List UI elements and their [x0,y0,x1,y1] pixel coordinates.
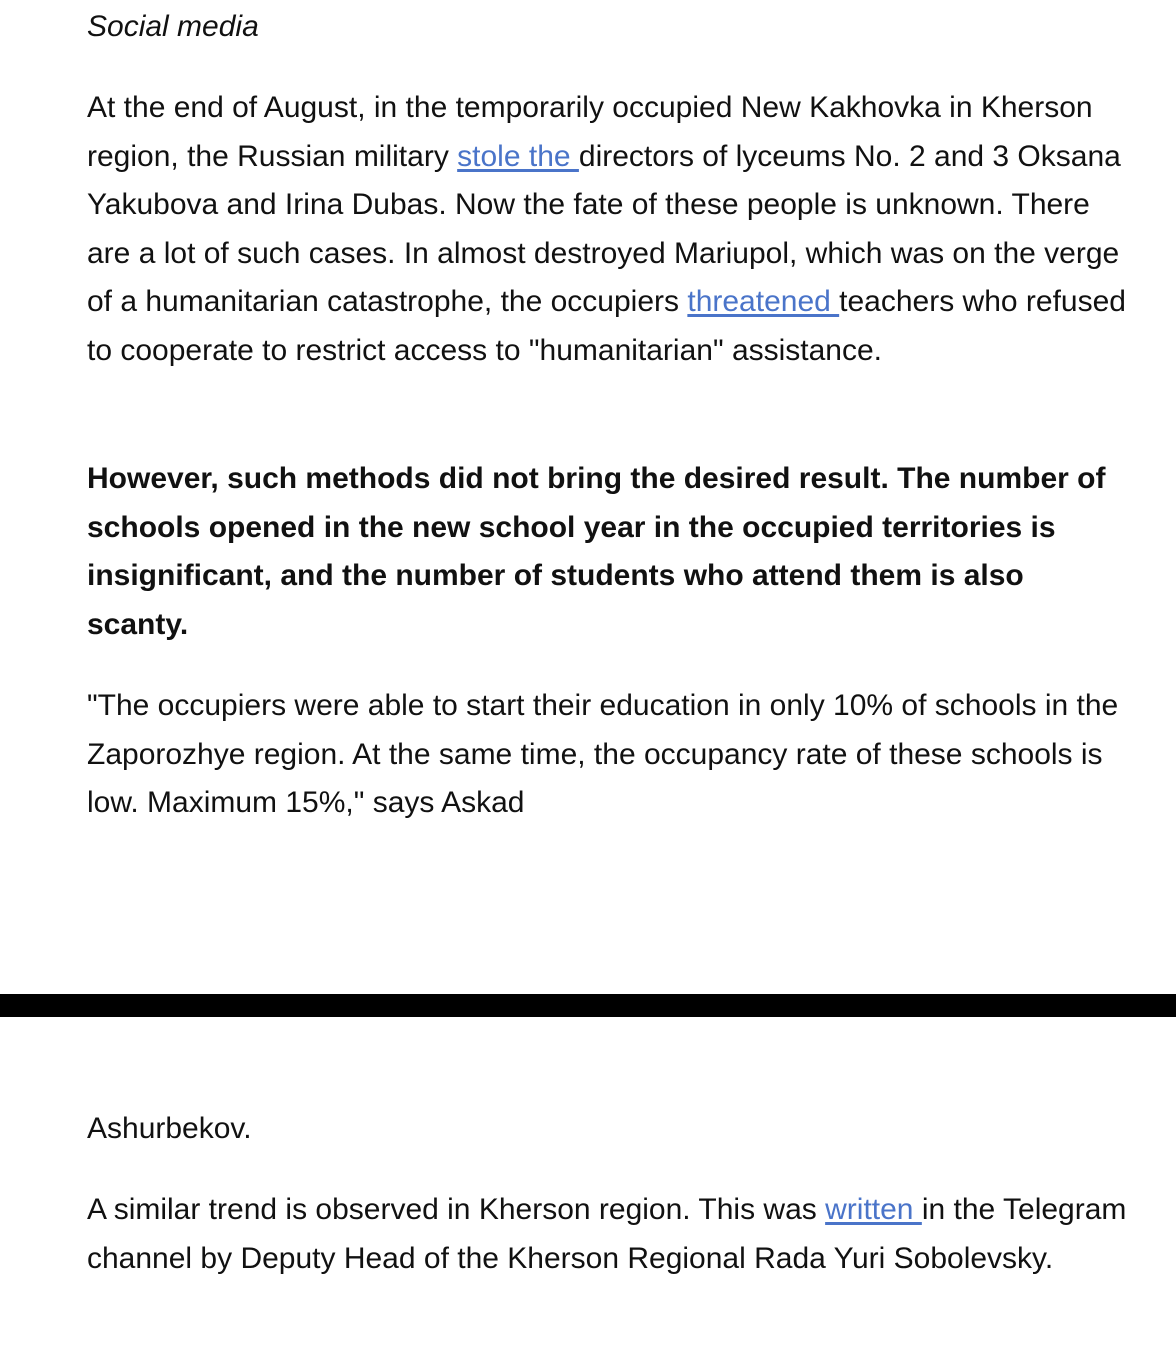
article-paragraph-4: Ashurbekov. [87,1112,252,1145]
paragraph-text: A similar trend is observed in Kherson region. This was [87,1193,826,1226]
paragraph-text: At the end of August, in the temporarily occupied New Kakhovka in Kherson region, the Russian military [87,91,1093,173]
screenshot-divider [0,994,1176,1017]
article-paragraph-3-quote: "The occupiers were able to start their education in only 10% of schools in the Zaporozhye region. At the same time, the occupancy rate of these schools is low. Maximum 15%," says Askad [87,689,1119,819]
article-paragraph-5 [87,1186,1127,1283]
image-caption: Social media [87,10,259,43]
paragraph-text: directors of lyceums No. 2 and 3 Oksana Yakubova and Irina Dubas. Now the fate of these people is unknown. There are a lot of such cases. In almost destroyed Mariupol, which was on the verge of a humanitarian catastrophe, the occupiers [87,139,1121,318]
article-paragraph-1 [87,84,1127,375]
stole-the-link[interactable]: stole the [457,139,579,173]
paragraph-text: teachers who refused to cooperate to restrict access to "humanitarian" assistance. [87,285,1126,367]
paragraph-text: in the Telegram channel by Deputy Head of the Kherson Regional Rada Yuri Sobolevsky. [87,1193,1127,1275]
threatened-link[interactable]: threatened [687,285,840,318]
written-link[interactable]: written [825,1193,922,1226]
article-paragraph-2-bold: However, such methods did not bring the desired result. The number of schools opened in the new school year in the occupied territories is insignificant, and the number of students who attend them is also scanty. [87,462,1106,641]
